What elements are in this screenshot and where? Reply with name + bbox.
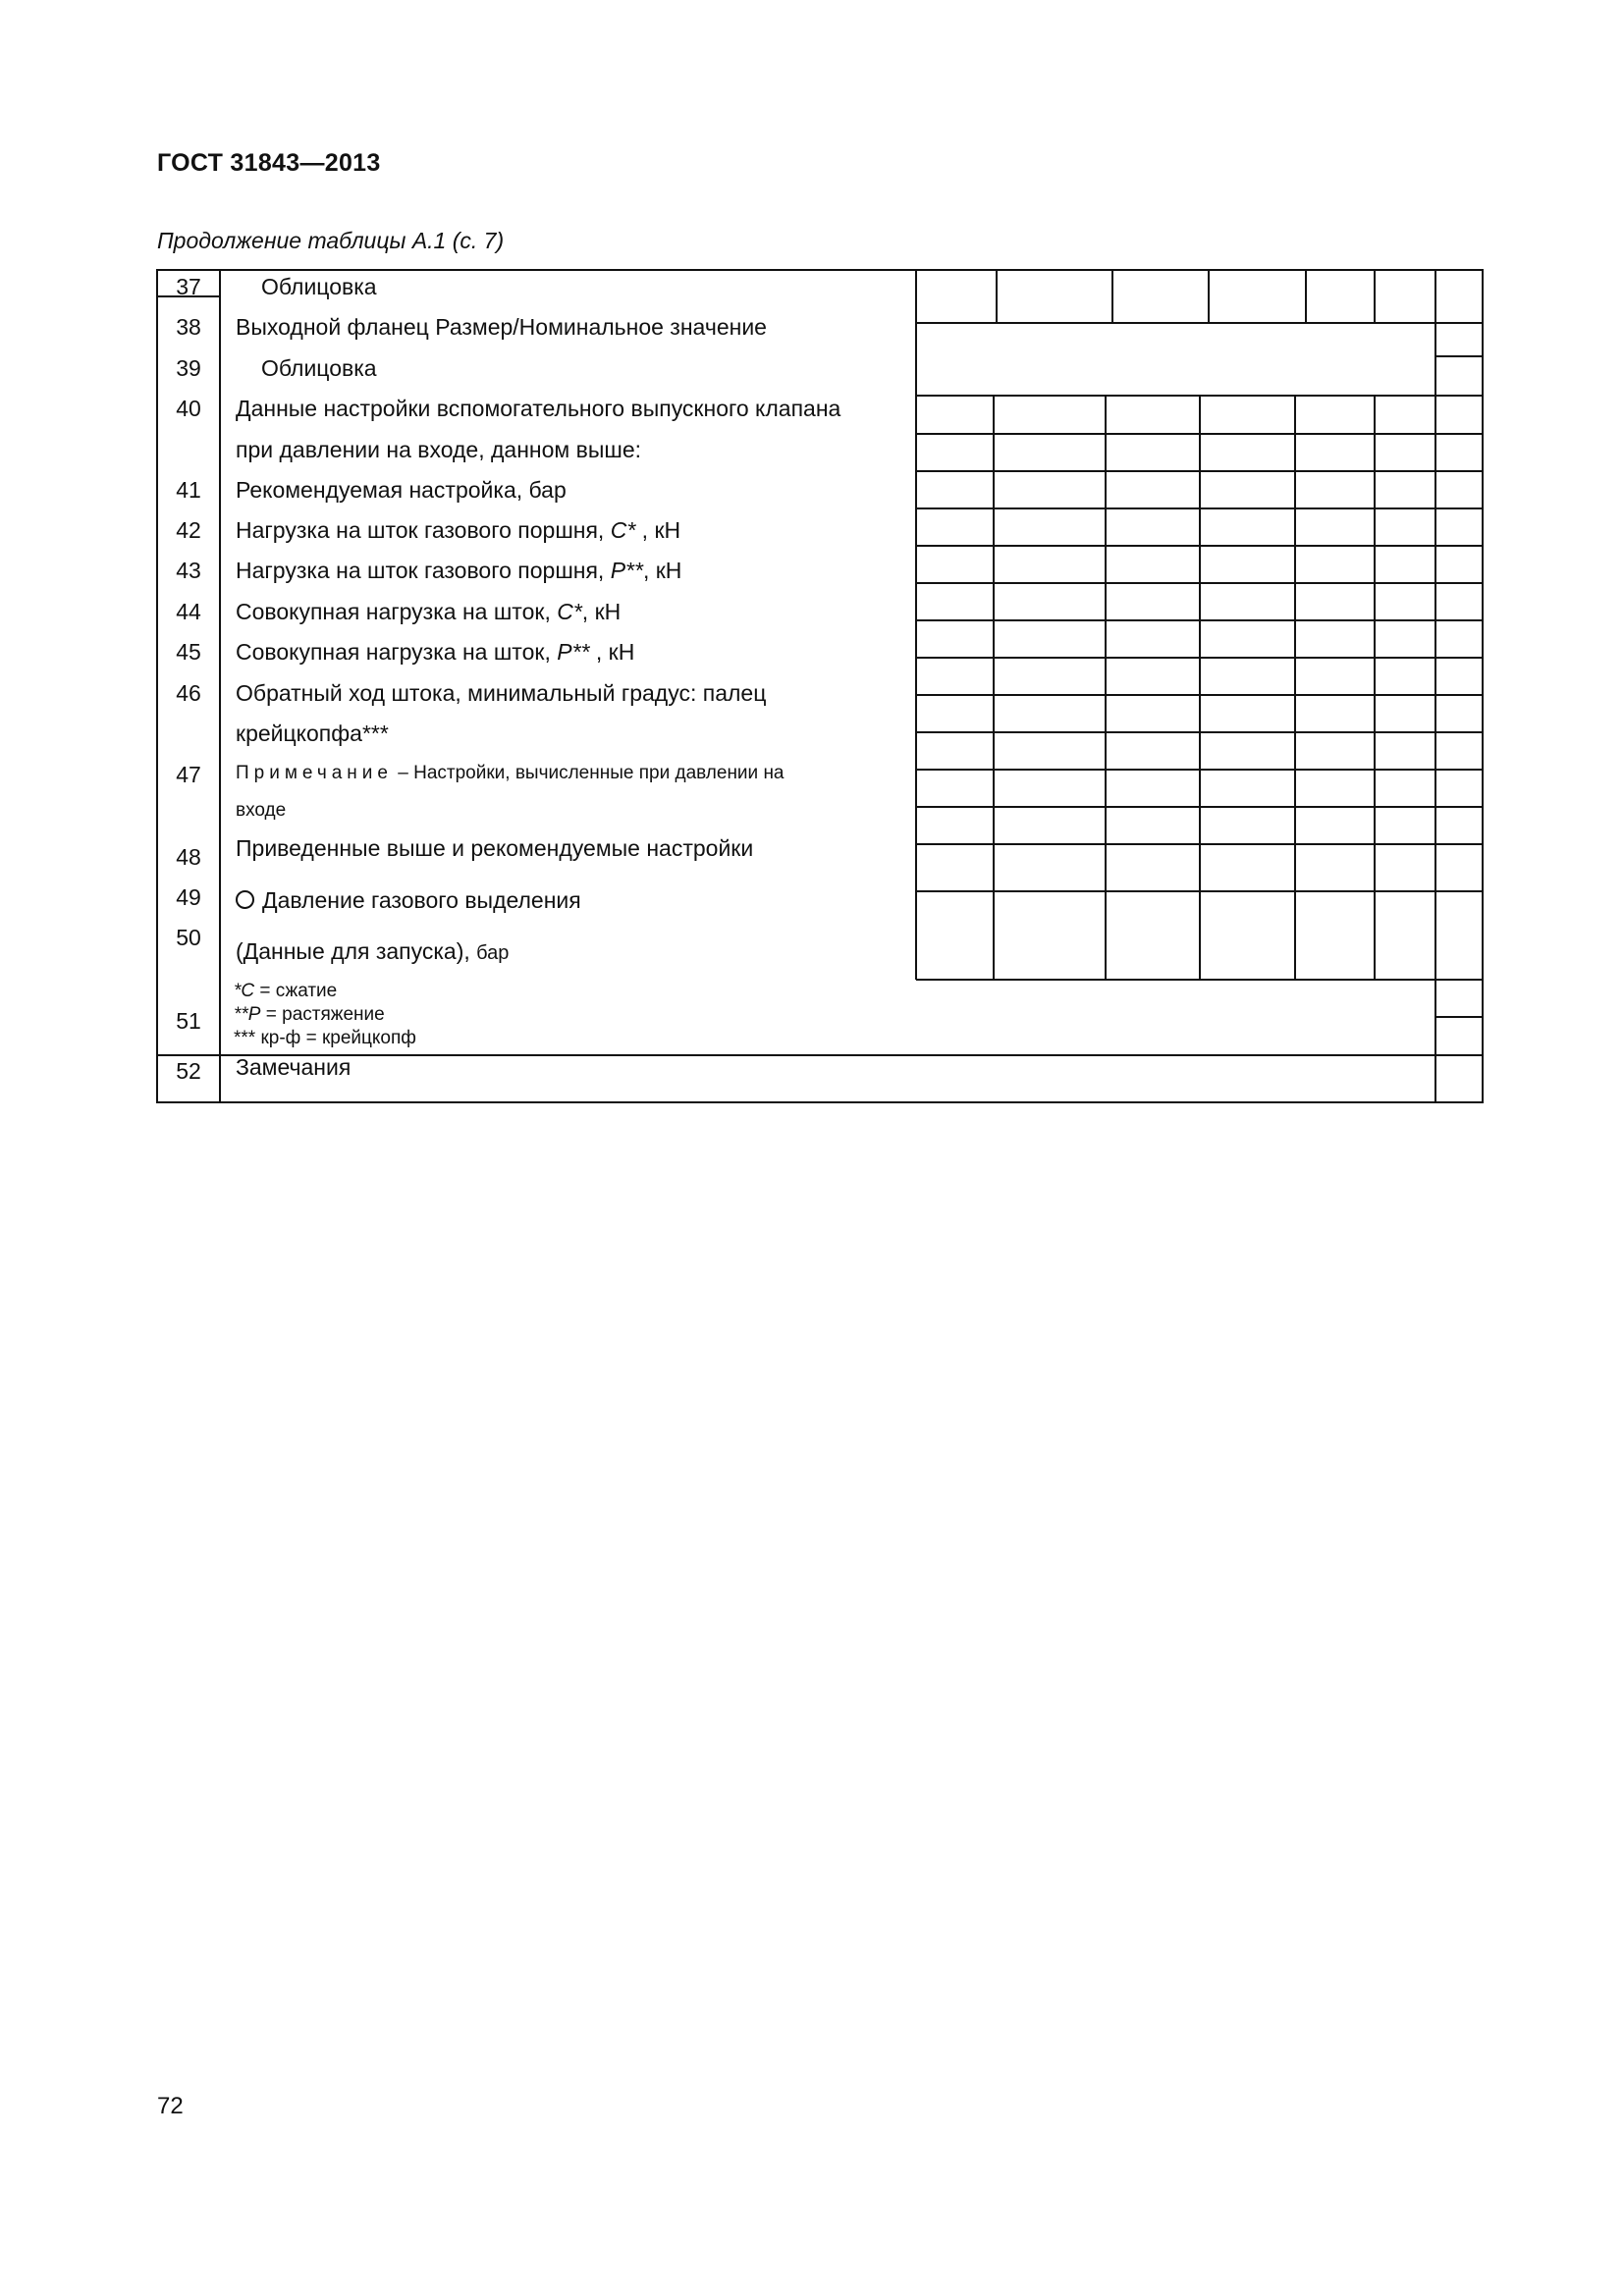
row-number: 48 (176, 844, 201, 870)
row-number: 52 (176, 1058, 201, 1084)
page-number: 72 (157, 2093, 184, 2119)
row-text-continued: крейцкопфа*** (236, 721, 389, 746)
row-text: Выходной фланец Размер/Номинальное значение (236, 314, 767, 340)
footnotes (234, 980, 416, 1050)
row-text: Рекомендуемая настройка, бар (236, 477, 567, 503)
footnote-tension: **Р = растяжение (234, 1004, 385, 1025)
note-label: Примечание (236, 763, 393, 783)
row-text: Нагрузка на шток газового поршня, С* , кН (236, 517, 681, 543)
row-number: 47 (176, 762, 201, 787)
row-text: Нагрузка на шток газового поршня, Р**, кН (236, 558, 682, 583)
row-text: Давление газового выделения (236, 889, 581, 912)
row-text: Примечание – Настройки, вычисленные при давлении на (236, 763, 785, 783)
row-number: 44 (176, 599, 201, 624)
row-text: Приведенные выше и рекомендуемые настройки (236, 835, 754, 861)
row-text: Облицовка (261, 274, 377, 299)
row-number: 38 (176, 314, 201, 340)
row-number: 51 (176, 1008, 201, 1034)
row-text: Облицовка (261, 355, 377, 381)
row-number: 41 (176, 477, 201, 503)
row-text: Совокупная нагрузка на шток, С*, кН (236, 599, 622, 624)
row-number: 39 (176, 355, 201, 381)
row-number: 43 (176, 558, 201, 583)
row-text: Обратный ход штока, минимальный градус: палец (236, 680, 767, 706)
row-text: Данные настройки вспомогательного выпускного клапана (236, 396, 841, 421)
circle-icon (236, 890, 254, 909)
row-number: 49 (176, 884, 201, 910)
row-number: 40 (176, 396, 201, 421)
row-number: 46 (176, 680, 201, 706)
row-text: (Данные для запуска), бар (236, 938, 510, 964)
document-header: ГОСТ 31843—2013 (157, 149, 381, 177)
row-text: Замечания (236, 1054, 352, 1080)
footnote-compression: *С = сжатие (234, 981, 338, 1001)
row-text-continued: при давлении на входе, данном выше: (236, 437, 642, 462)
row-number: 45 (176, 639, 201, 665)
row-number: 50 (176, 925, 201, 950)
table-caption: Продолжение таблицы А.1 (с. 7) (157, 228, 505, 253)
row-text: Совокупная нагрузка на шток, Р** , кН (236, 639, 635, 665)
row-text-continued: входе (236, 800, 287, 821)
row-number: 37 (176, 274, 201, 299)
row-number: 42 (176, 517, 201, 543)
footnote-crosshead: *** кр-ф = крейцкопф (234, 1028, 416, 1048)
